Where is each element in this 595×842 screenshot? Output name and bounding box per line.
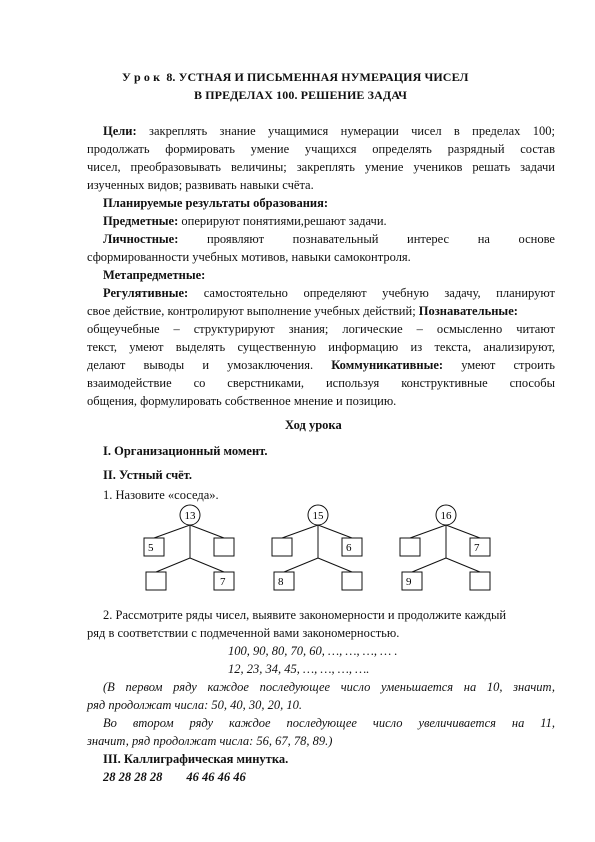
meta-text-2: свое действие, контролируют выполнение учебных действий; [87, 304, 419, 318]
lesson-prefix: У р о к [122, 70, 161, 84]
meta-text-5a: делают выводы и умозаключения. [87, 358, 332, 372]
box-top-left-number: 5 [148, 542, 154, 554]
goals-line1 [103, 124, 555, 139]
meta-line4: текст, умеют выделять существенную информацию из текста, анализируют, [87, 340, 555, 354]
box-bottom-right [342, 572, 362, 590]
meta-text-5c: умеют строить [443, 358, 555, 372]
calligraphy-46: 46 46 46 46 [186, 770, 246, 784]
section-oral-count: II. Устный счёт. [103, 468, 193, 482]
box-top-left [144, 538, 164, 556]
task1-text: 1. Назовите «соседа». [103, 488, 219, 502]
meta-heading: Метапредметные: [103, 268, 206, 282]
goals-line2: продолжать формировать умение учащихся определять разрядный состав [87, 142, 555, 156]
personal-label: Личностные: [103, 232, 179, 246]
calligraphy-example [103, 770, 246, 785]
task2-line2: ряд в соответствии с подмеченной вами закономерностью. [87, 626, 400, 640]
personal-word: познавательный [292, 232, 379, 246]
subject-results [103, 214, 387, 229]
explanation1-line2: ряд продолжат числа: 50, 40, 30, 20, 10. [87, 698, 303, 712]
box-top-right [342, 538, 362, 556]
communicative-label: Коммуникативные: [331, 358, 444, 372]
subject-label: Предметные: [103, 214, 179, 228]
box-top-right-number: 6 [346, 542, 352, 554]
meta-line6: взаимодействие со сверстниками, используя конструктивные способы [87, 376, 555, 390]
task2-line1: 2. Рассмотрите ряды чисел, выявите закономерности и продолжите каждый [103, 608, 507, 622]
meta-line5 [87, 358, 555, 373]
box-top-right-number: 7 [474, 542, 480, 554]
box-bottom-left-number: 8 [278, 576, 284, 588]
meta-line1 [103, 286, 555, 301]
box-bottom-left [402, 572, 422, 590]
goals-text-1: закреплять знание учащимися нумерации чисел в пределах 100; [149, 124, 555, 138]
center-number: 15 [312, 510, 324, 522]
lesson-title-line1 [122, 70, 469, 85]
personal-word: основе [518, 232, 555, 246]
box-bottom-left-number: 9 [406, 576, 412, 588]
goals-label: Цели: [103, 124, 137, 138]
sequence-2: 12, 23, 34, 45, …, …, …, …. [228, 662, 370, 676]
lesson-progress-heading: Ход урока [285, 418, 342, 432]
section-calligraphy: III. Каллиграфическая минутка. [103, 752, 289, 766]
calligraphy-28: 28 28 28 28 [103, 770, 163, 784]
box-top-right [470, 538, 490, 556]
meta-line2 [87, 304, 518, 319]
box-top-left [400, 538, 420, 556]
lesson-title-text: 8. УСТНАЯ И ПИСЬМЕННАЯ НУМЕРАЦИЯ ЧИСЕЛ [166, 70, 469, 84]
meta-text-1: самостоятельно определяют учебную задачу, планируют [203, 286, 555, 300]
neighbor-diagram-2 [264, 504, 374, 596]
box-bottom-right-number: 7 [220, 576, 226, 588]
meta-line3: общеучебные – структурируют знания; логические – осмысленно читают [87, 322, 555, 336]
regulative-label: Регулятивные: [103, 286, 189, 300]
section-org-moment: I. Организационный момент. [103, 444, 268, 458]
results-heading: Планируемые результаты образования: [103, 196, 329, 210]
box-top-left [272, 538, 292, 556]
cognitive-label: Познавательные: [418, 304, 518, 318]
goals-line4: изученных видов; развивать навыки счёта. [87, 178, 314, 192]
sequence-1: 100, 90, 80, 70, 60, …, …, …, … . [228, 644, 398, 658]
personal-results-line1 [103, 232, 555, 247]
meta-line7: общения, формулировать собственное мнение и позицию. [87, 394, 397, 408]
personal-word: проявляют [206, 232, 265, 246]
personal-word: интерес [407, 232, 450, 246]
center-number: 13 [184, 510, 196, 522]
explanation1-line1: (В первом ряду каждое последующее число уменьшается на 10, значит, [103, 680, 555, 694]
explanation2-line1: Во втором ряду каждое последующее число увеличивается на 11, [103, 716, 555, 730]
box-bottom-left [274, 572, 294, 590]
center-number: 16 [440, 510, 452, 522]
box-top-right [214, 538, 234, 556]
box-bottom-right [470, 572, 490, 590]
goals-line3: чисел, преобразовывать величины; закреплять умение учеников решать задачи [87, 160, 555, 174]
subject-text: оперируют понятиями,решают задачи. [178, 214, 387, 228]
personal-word: на [477, 232, 490, 246]
neighbor-diagram-1 [136, 504, 246, 596]
box-bottom-left [146, 572, 166, 590]
lesson-title-line2: В ПРЕДЕЛАХ 100. РЕШЕНИЕ ЗАДАЧ [194, 88, 408, 102]
neighbor-diagram-3 [392, 504, 502, 596]
personal-results-line2: сформированности учебных мотивов, навыки самоконтроля. [87, 250, 411, 264]
explanation2-line2: значит, ряд продолжат числа: 56, 67, 78, 89.) [87, 734, 333, 748]
